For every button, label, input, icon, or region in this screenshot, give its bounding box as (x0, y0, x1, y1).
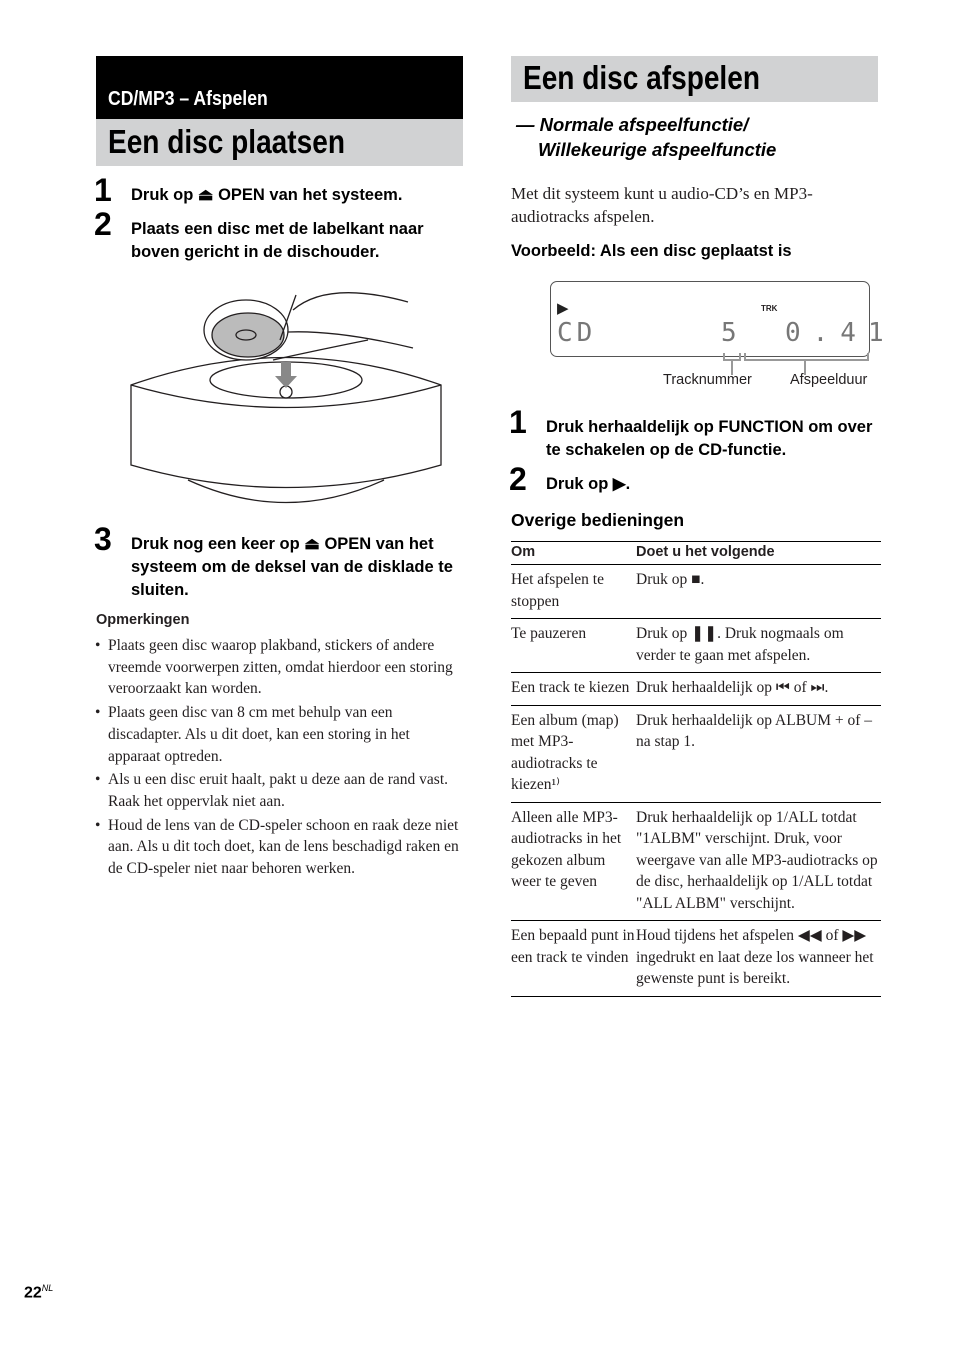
notes-heading: Opmerkingen (96, 612, 190, 628)
page-number-value: 22 (24, 1284, 42, 1302)
table-row (511, 565, 881, 619)
display-source: CD (557, 318, 597, 348)
section-label: CD/MP3 – Afspelen (108, 88, 268, 110)
page-lang: NL (41, 1283, 54, 1293)
play-indicator-icon: ▶ (557, 301, 569, 317)
table-cell: Druk herhaaldelijk op ⏮ of ⏭. (636, 673, 881, 706)
table-cell: Te pauzeren (511, 619, 636, 673)
column-header: Doet u het volgende (636, 542, 881, 565)
table-row (511, 802, 881, 921)
table-cell: Druk herhaaldelijk op 1/ALL totdat "1ALBM" verschijnt. Druk, voor weergave van alle MP3-audiotracks op de disc, herhaaldelijk op 1/ALL totdat "ALL ALBM" verschijnt. (636, 802, 881, 921)
table-cell: Een album (map) met MP3-audiotracks te kiezen¹⁾ (511, 705, 636, 802)
note-item: • Plaats geen disc van 8 cm met behulp van een discadapter. Als u dit doet, kan een storing in het apparaat optreden. (96, 702, 466, 767)
right-title: Een disc afspelen (523, 59, 760, 96)
table-cell: Druk herhaaldelijk op ALBUM + of – na stap 1. (636, 705, 881, 802)
step-text: Plaats een disc met de labelkant naar boven gericht in de dischouder. (131, 220, 424, 261)
table-cell: Het afspelen te stoppen (511, 565, 636, 619)
subtitle (516, 112, 776, 162)
step-number: 3 (94, 521, 112, 557)
step-number: 2 (94, 206, 112, 242)
table-row (511, 921, 881, 997)
step-text: Druk nog een keer op ⏏ OPEN van het systeem om de deksel van de disklade te sluiten. (131, 535, 453, 599)
subtitle-line: Willekeurige afspeelfunctie (538, 139, 777, 160)
time-label: Afspeelduur (790, 372, 868, 388)
table-row (511, 705, 881, 802)
step-text: Druk herhaaldelijk op FUNCTION om over te schakelen op de CD-functie. (546, 418, 873, 459)
example-label: Voorbeeld: Als een disc geplaatst is (511, 242, 792, 260)
table-cell: Een bepaald punt in een track te vinden (511, 921, 636, 997)
section-label-bar (96, 56, 463, 119)
step-number: 1 (94, 172, 112, 208)
step-text: Druk op ⏏ OPEN van het systeem. (131, 186, 403, 204)
table-cell: Alleen alle MP3-audiotracks in het gekozen album weer te geven (511, 802, 636, 921)
note-item: • Als u een disc eruit haalt, pakt u deze aan de rand vast. Raak het oppervlak niet aan. (96, 769, 466, 812)
intro-text: Met dit systeem kunt u audio-CD’s en MP3-audiotracks afspelen. (511, 184, 813, 226)
column-header: Om (511, 542, 636, 565)
step-number: 2 (509, 461, 527, 497)
other-heading: Overige bedieningen (511, 510, 685, 530)
table-header (511, 542, 881, 565)
disc-insert-illustration (128, 280, 444, 512)
table-row (511, 619, 881, 673)
step-text: Druk op ▶. (546, 475, 631, 493)
display-time: 0.41 (785, 318, 896, 348)
right-title-bar (511, 56, 878, 102)
left-title: Een disc plaatsen (108, 123, 345, 160)
left-title-bar (96, 119, 463, 166)
trk-indicator: TRK (761, 304, 778, 313)
controls-table (511, 541, 881, 997)
table-cell: Druk op ■. (636, 565, 881, 619)
table-cell: Houd tijdens het afspelen ◀◀ of ▶▶ ingedrukt en laat deze los wanneer het gewenste punt is bereikt. (636, 921, 881, 997)
subtitle-line: — Normale afspeelfunctie/ (516, 114, 749, 135)
table-cell: Een track te kiezen (511, 673, 636, 706)
table-row (511, 673, 881, 706)
notes-list (96, 635, 466, 882)
lcd-display (550, 281, 896, 357)
track-label: Tracknummer (663, 372, 752, 388)
table-cell: Druk op ❚❚. Druk nogmaals om verder te gaan met afspelen. (636, 619, 881, 673)
note-item: • Plaats geen disc waarop plakband, stickers of andere vreemde voorwerpen zitten, omdat hierdoor een storing veroorzaakt kan worden. (96, 635, 466, 700)
step-number: 1 (509, 404, 527, 440)
note-item: • Houd de lens van de CD-speler schoon en raak deze niet aan. Als u dit toch doet, kan de lens beschadigd raken en de CD-speler niet naar behoren werken. (96, 815, 466, 880)
display-track: 5 (721, 318, 741, 348)
page-number (24, 1283, 53, 1302)
